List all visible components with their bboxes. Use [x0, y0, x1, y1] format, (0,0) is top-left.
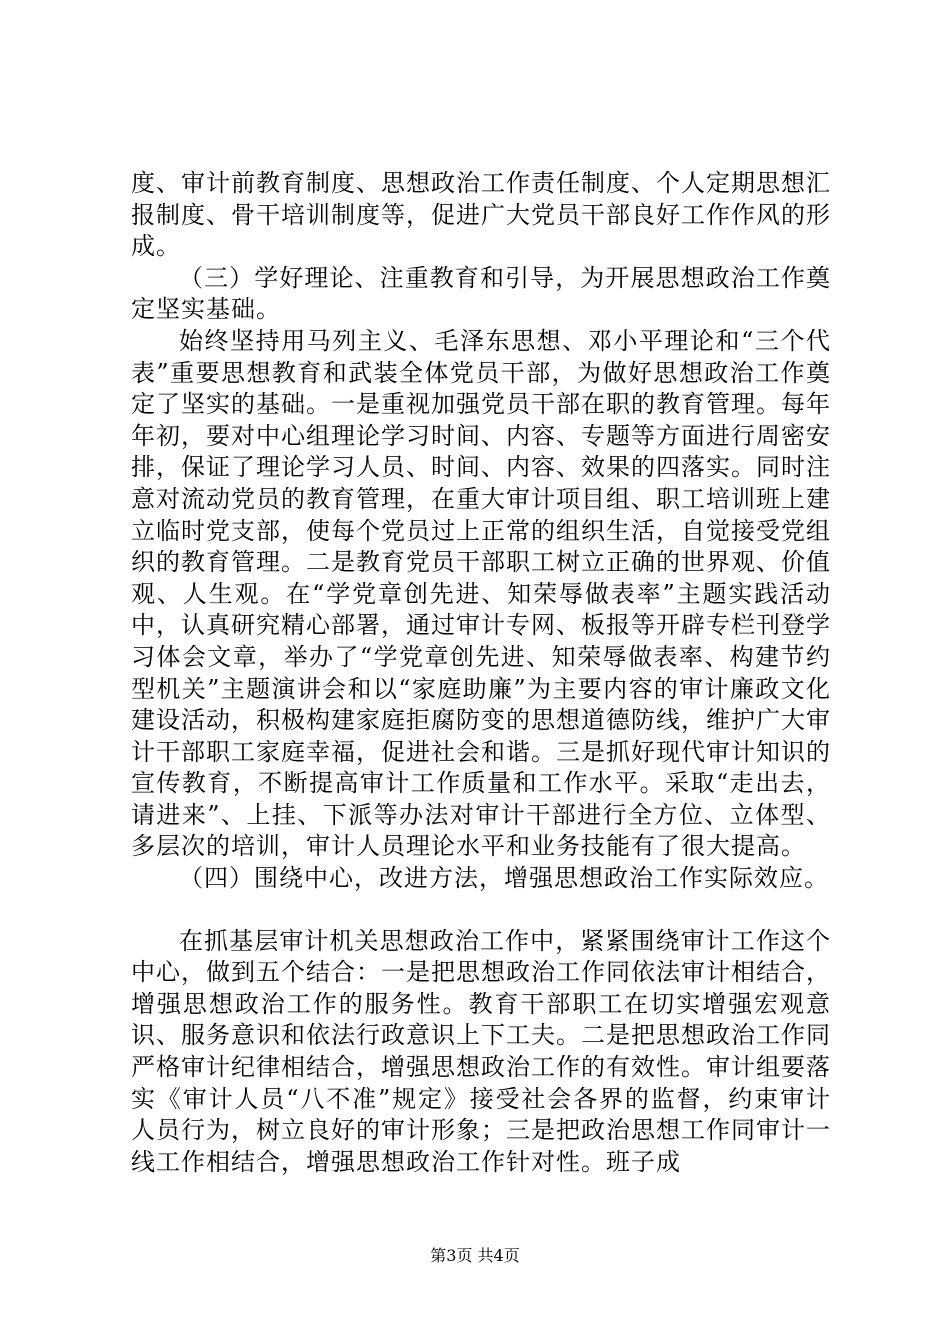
paragraph-theory-education: 始终坚持用马列主义、毛泽东思想、邓小平理论和“三个代表”重要思想教育和武装全体党员干部，为做好思想政治工作奠定了坚实的基础。一是重视加强党员干部在职的教育管理。每年年初，要对中心组理论学习时间、内容、专题等方面进行周密安排，保证了理论学习人员、时间、内容、效果的四落实。同时注意对流动党员的教育管理，在重大审计项目组、职工培训班上建立临时党支部，使每个党员过上正常的组织生活，自觉接受党组织的教育管理。二是教育党员干部职工树立正确的世界观、价值观、人生观。在“学党章创先进、知荣辱做表率”主题实践活动中，认真研究精心部署，通过审计专网、板报等开辟专栏刊登学习体会文章，举办了“学党章创先进、知荣辱做表率、构建节约型机关”主题演讲会和以“家庭助廉”为主要内容的审计廉政文化建设活动，积极构建家庭拒腐防变的思想道德防线，维护广大审计干部职工家庭幸福，促进社会和谐。三是抓好现代审计知识的宣传教育，不断提高审计工作质量和工作水平。采取“走出去，请进来”、上挂、下派等办法对审计干部进行全方位、立体型、多层次的培训，审计人员理论水平和业务技能有了很大提高。	[131, 326, 831, 861]
paragraph-five-combinations: 在抓基层审计机关思想政治工作中，紧紧围绕审计工作这个中心，做到五个结合：一是把思想政治工作同依法审计相结合，增强思想政治工作的服务性。教育干部职工在切实增强宏观意识、服务意识和依法行政意识上下工夫。二是把思想政治工作同严格审计纪律相结合，增强思想政治工作的有效性。审计组要落实《审计人员“八不准”规定》接受社会各界的监督，约束审计人员行为，树立良好的审计形象；三是把政治思想工作同审计一线工作相结合，增强思想政治工作针对性。班子成	[131, 926, 831, 1176]
paragraph-continuation: 度、审计前教育制度、思想政治工作责任制度、个人定期思想汇报制度、骨干培训制度等，促进广大党员干部良好工作作风的形成。	[131, 169, 831, 261]
document-body	[131, 168, 831, 1178]
section-heading-four: （四）围绕中心，改进方法，增强思想政治工作实际效应。	[179, 864, 829, 893]
section-heading-three: （三）学好理论、注重教育和引导，为开展思想政治工作奠定坚实基础。	[131, 263, 831, 324]
paragraph-spacer	[131, 895, 831, 926]
page-footer: 第3页 共4页	[430, 1246, 520, 1265]
